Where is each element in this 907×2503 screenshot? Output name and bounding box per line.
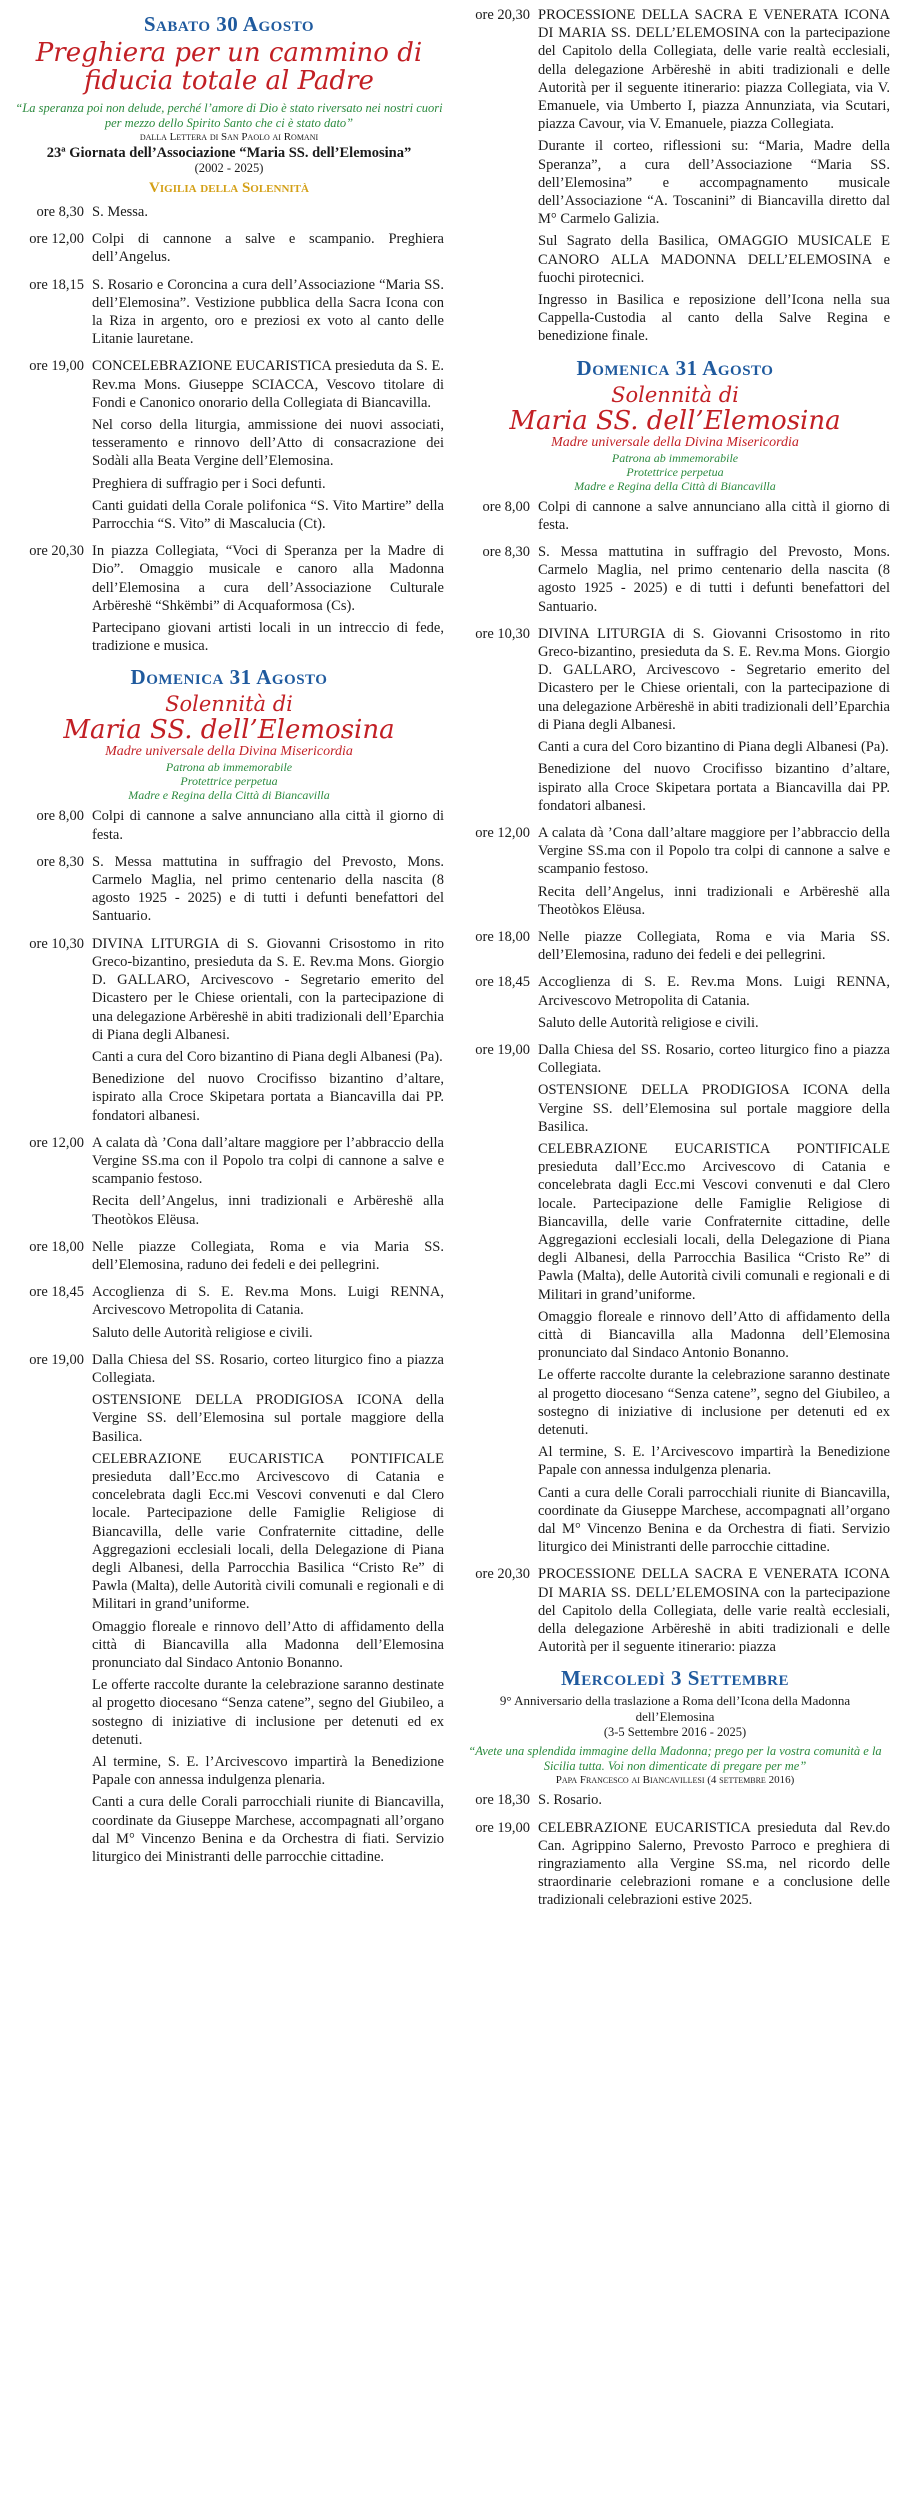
event-time: ore 20,30	[475, 1566, 530, 1583]
event	[460, 543, 890, 620]
event-text: Colpi di cannone a salve annunciano alla città il giorno di festa.	[92, 808, 444, 843]
event	[460, 1819, 890, 1914]
event-time: ore 10,30	[475, 625, 530, 642]
event-text: Benedizione del nuovo Crocifisso bizantino d’altare, ispirato alla Croce Skipetara portata a Biancavilla dai PP. fondatori albanesi.	[538, 761, 890, 814]
event-text: Ingresso in Basilica e reposizione dell’Icona nella sua Cappella-Custodia al canto della Salve Regina e benedizione finale.	[538, 292, 890, 345]
event-text: S. Rosario.	[538, 1792, 603, 1809]
event	[460, 928, 890, 968]
event-text: Preghiera di suffragio per i Soci defunti.	[92, 475, 326, 492]
event-text: Dalla Chiesa del SS. Rosario, corteo liturgico fino a piazza Collegiata.	[92, 1351, 444, 1386]
event-time: ore 8,30	[36, 204, 84, 220]
event-text: Al termine, S. E. l’Arcivescovo impartirà la Benedizione Papale con annessa indulgenza plenaria.	[92, 1754, 444, 1789]
day-heading: Domenica 31 Agosto	[130, 665, 328, 690]
event-text: Canti a cura delle Corali parrocchiali riunite di Biancavilla, coordinate da Giuseppe Marchese, accompagnati all’organo dal M° Vincenzo Benina e da Orchestra di fiati. Servizio liturgico dei Ministranti delle parrocchie cittadine.	[92, 1794, 444, 1866]
event-time: ore 18,45	[29, 1284, 84, 1301]
event	[460, 824, 890, 923]
event	[14, 853, 444, 930]
day-heading: Mercoledì 3 Settembre	[560, 1666, 790, 1691]
event	[14, 203, 444, 225]
event-time: ore 19,00	[29, 1351, 84, 1368]
quote: “La speranza poi non delude, perché l’amore di Dio è stato riversato nei nostri cuori per mezzo dello Spirito Santo che ci è stato dato”	[15, 101, 443, 130]
event	[14, 230, 444, 270]
event-text: OSTENSIONE DELLA PRODIGIOSA ICONA della Vergine SS. dell’Elemosina sul portale maggiore della Basilica.	[92, 1392, 444, 1445]
event	[14, 1134, 444, 1233]
quote-source: dalla Lettera di San Paolo ai Romani	[139, 131, 319, 143]
event-text: S. Messa mattutina in suffragio del Prevosto, Mons. Carmelo Maglia, nel primo centenario della nascita (8 agosto 1925 - 2025) e di tutti i defunti benefattori del Santuario.	[538, 544, 890, 615]
event-text: Al termine, S. E. l’Arcivescovo impartirà la Benedizione Papale con annessa indulgenza plenaria.	[538, 1444, 890, 1479]
event-time: ore 8,00	[482, 498, 530, 515]
event	[14, 1283, 444, 1346]
event-text: CONCELEBRAZIONE EUCARISTICA presieduta da S. E. Rev.ma Mons. Giuseppe SCIACCA, Vescovo titolare di Fondi e Canonico onorario della Collegiata di Biancavilla.	[92, 358, 444, 411]
event-text: CELEBRAZIONE EUCARISTICA PONTIFICALE presieduta dall’Ecc.mo Arcivescovo di Catania e concelebrata dagli Ecc.mi Vescovi convenuti e dal Clero locale. Partecipazione delle Famiglie Religiose di Biancavilla, delle varie Confraternite cittadine, delle Aggregazioni ecclesiali locali, della Delegazione di Piana degli Albanesi, della Parrocchia Basilica “Cristo Re” di Pawla (Malta), delle Autorità civili comunali e regionali e di Militari in grand’uniforme.	[92, 1450, 444, 1613]
patrona-line: Patrona ab immemorabile	[611, 450, 739, 465]
event-text: DIVINA LITURGIA di S. Giovanni Crisostomo in rito Greco-bizantino, presieduta da S. E. Rev.ma Mons. Giorgio D. GALLARO, Arcivescovo - Segretario emerito del Dicastero per le Chiese orientali, con la partecipazione di una delegazione Arbëreshë in abiti tradizionali dell’Eparchia di Piana degli Albanesi.	[92, 935, 444, 1043]
anniversary-line: 9° Anniversario della traslazione a Roma dell’Icona della Madonna dell’Elemosina	[499, 1693, 851, 1725]
event	[14, 1351, 444, 1870]
event-time: ore 8,00	[36, 808, 84, 825]
event-text: Accoglienza di S. E. Rev.ma Mons. Luigi RENNA, Arcivescovo Metropolita di Catania.	[538, 974, 890, 1009]
event	[460, 1041, 890, 1560]
event-text: Accoglienza di S. E. Rev.ma Mons. Luigi RENNA, Arcivescovo Metropolita di Catania.	[92, 1284, 444, 1319]
event-text: DIVINA LITURGIA di S. Giovanni Crisostomo in rito Greco-bizantino, presieduta da S. E. Rev.ma Mons. Giorgio D. GALLARO, Arcivescovo - Segretario emerito del Dicastero per le Chiese orientali, con la partecipazione di una delegazione Arbëreshë in abiti tradizionali dell’Eparchia di Piana degli Albanesi.	[538, 625, 890, 733]
event-text: A calata dà ’Cona dall’altare maggiore per l’abbraccio della Vergine SS.ma con il Popolo tra colpi di cannone a salve e scampanio festoso.	[92, 1134, 444, 1188]
patrona-line: Protettrice perpetua	[180, 774, 278, 789]
event-text: Sul Sagrato della Basilica, OMAGGIO MUSICALE E CANORO ALLA MADONNA DELL’ELEMOSINA e fuochi pirotecnici.	[538, 233, 890, 286]
years: (2002 - 2025)	[194, 161, 264, 175]
event-text: Nel corso della liturgia, ammissione dei nuovi associati, tesseramento e rinnovo dell’Atto di consacrazione dei Sodàli alla Beata Vergine dell’Elemosina.	[92, 417, 444, 470]
event-time: ore 18,30	[475, 1792, 530, 1809]
event-text: Le offerte raccolte durante la celebrazione saranno destinate al progetto diocesano “Senza catene”, segno del Giubileo, a sostegno di iniziative di inclusione per detenuti ed ex detenuti.	[92, 1677, 444, 1748]
event-text: S. Messa.	[92, 204, 148, 220]
quote: “Avete una splendida immagine della Madonna; prego per la vostra comunità e la Sicilia tutta. Voi non dimenticate di pregare per me”	[468, 1744, 882, 1774]
event-text: Canti guidati della Corale polifonica “S. Vito Martire” della Parrocchia “S. Vito” di Mascalucia (Ct).	[92, 497, 444, 533]
right-column	[460, 6, 890, 1914]
event-text: Canti a cura del Coro bizantino di Piana degli Albanesi (Pa).	[92, 1048, 443, 1065]
script-title: Maria SS. dell’Elemosina	[509, 405, 841, 436]
event-text: OSTENSIONE DELLA PRODIGIOSA ICONA della Vergine SS. dell’Elemosina sul portale maggiore della Basilica.	[538, 1082, 890, 1135]
event	[14, 1238, 444, 1278]
event	[14, 807, 444, 847]
event-time: ore 18,45	[475, 974, 530, 991]
event-time: ore 20,30	[29, 543, 84, 560]
event-text: Canti a cura delle Corali parrocchiali riunite di Biancavilla, coordinate da Giuseppe Marchese, accompagnati all’organo dal M° Vincenzo Benina e da Orchestra di fiati. Servizio liturgico dei Ministranti delle parrocchie cittadine.	[538, 1484, 890, 1556]
event-text: Omaggio floreale e rinnovo dell’Atto di affidamento della città di Biancavilla alla Madonna dell’Elemosina pronunciato dal Sindaco Antonio Bonanno.	[92, 1618, 444, 1671]
event-text: In piazza Collegiata, “Voci di Speranza per la Madre di Dio”. Omaggio musicale e canoro alla Madonna dell’Elemosina a cura dell’Associazione Culturale Arbëreshë “Shkëmbi” di Acquaformosa (Cs).	[92, 543, 444, 614]
event	[14, 357, 444, 537]
event-time: ore 19,00	[475, 1041, 530, 1058]
event-time: ore 18,15	[29, 276, 84, 293]
event	[14, 542, 444, 659]
event-text: CELEBRAZIONE EUCARISTICA presieduta dal Rev.do Can. Agrippino Salerno, Prevosto Parroco e preghiera di ringraziamento alla Vergine SS.ma, nel ricordo delle straordinarie celebrazioni romane e a conclusione delle tradizionali celebrazioni estive 2025.	[538, 1819, 890, 1909]
event-time: ore 19,00	[29, 358, 84, 375]
event-time: ore 8,30	[482, 544, 530, 561]
event-text: Benedizione del nuovo Crocifisso bizantino d’altare, ispirato alla Croce Skipetara portata a Biancavilla dai PP. fondatori albanesi.	[92, 1071, 444, 1124]
script-subtitle: Solennità di	[165, 692, 293, 717]
event-text: Recita dell’Angelus, inni tradizionali e Arbëreshë alla Theotòkos Elëusa.	[92, 1193, 444, 1228]
event-text: Colpi di cannone a salve e scampanio. Preghiera dell’Angelus.	[92, 231, 444, 266]
event-time: ore 18,00	[475, 928, 530, 945]
script-title: Maria SS. dell’Elemosina	[63, 715, 395, 746]
event-time: ore 12,00	[475, 824, 530, 841]
patrona-line: Protettrice perpetua	[626, 464, 724, 479]
event-text: Saluto delle Autorità religiose e civili.	[538, 1014, 759, 1031]
event-text: A calata dà ’Cona dall’altare maggiore per l’abbraccio della Vergine SS.ma con il Popolo tra colpi di cannone a salve e scampanio festoso.	[538, 824, 890, 878]
event-text: CELEBRAZIONE EUCARISTICA PONTIFICALE presieduta dall’Ecc.mo Arcivescovo di Catania e concelebrata dagli Ecc.mi Vescovi convenuti e dal Clero locale. Partecipazione delle Famiglie Religiose di Biancavilla, delle varie Confraternite cittadine, delle Aggregazioni ecclesiali locali, della Delegazione di Piana degli Albanesi, della Parrocchia Basilica “Cristo Re” di Pawla (Malta), delle Autorità civili comunali e regionali e di Militari in grand’uniforme.	[538, 1140, 890, 1303]
event	[14, 276, 444, 353]
event	[460, 625, 890, 819]
event-text: PROCESSIONE DELLA SACRA E VENERATA ICONA DI MARIA SS. DELL’ELEMOSINA con la partecipazione del Capitolo della Collegiata, delle varie realtà ecclesiali, della delegazione Arbëreshë in abiti tradizionali e delle Autorità per il seguente itinerario: piazza Collegiata, via V. Emanuele, via Umberto I, piazza Annunziata, via Scutari, piazza Cavour, via V. Emanuele, piazza Collegiata.	[538, 7, 890, 133]
event	[460, 973, 890, 1036]
event	[460, 1565, 890, 1660]
event-text: Recita dell’Angelus, inni tradizionali e Arbëreshë alla Theotòkos Elëusa.	[538, 883, 890, 918]
event-text: S. Rosario e Coroncina a cura dell’Associazione “Maria SS. dell’Elemosina”. Vestizione pubblica della Sacra Icona con la Riza in argento, oro e preziosi ex voto al canto delle Litanie lauretane.	[92, 276, 444, 348]
event-text: Colpi di cannone a salve annunciano alla città il giorno di festa.	[538, 498, 890, 533]
event-text: Omaggio floreale e rinnovo dell’Atto di affidamento della città di Biancavilla alla Madonna dell’Elemosina pronunciato dal Sindaco Antonio Bonanno.	[538, 1308, 890, 1362]
subtitle: Madre universale della Divina Misericordia	[551, 434, 799, 450]
event	[14, 935, 444, 1129]
day-heading: Sabato 30 Agosto	[143, 12, 315, 36]
left-column	[14, 6, 444, 1914]
script-title: Preghiera per un cammino di fiducia totale al Padre	[35, 38, 423, 96]
event-time: ore 12,00	[29, 1134, 84, 1151]
event-text: S. Messa mattutina in suffragio del Prevosto, Mons. Carmelo Maglia, nel primo centenario della nascita (8 agosto 1925 - 2025) e di tutti i defunti benefattori del Santuario.	[92, 853, 444, 925]
event-text: Nelle piazze Collegiata, Roma e via Maria SS. dell’Elemosina, raduno dei fedeli e dei pellegrini.	[92, 1238, 444, 1273]
subtitle: Madre universale della Divina Misericordia	[105, 744, 353, 760]
patrona-line: Patrona ab immemorabile	[165, 760, 293, 775]
script-subtitle: Solennità di	[611, 382, 739, 407]
event-text: Canti a cura del Coro bizantino di Piana degli Albanesi (Pa).	[538, 739, 889, 756]
event-text: Dalla Chiesa del SS. Rosario, corteo liturgico fino a piazza Collegiata.	[538, 1041, 890, 1077]
event-text: Saluto delle Autorità religiose e civili.	[92, 1324, 313, 1341]
event-time: ore 18,00	[29, 1238, 84, 1255]
patrona-line: Madre e Regina della Città di Biancavilla	[574, 478, 776, 493]
event-text: Durante il corteo, riflessioni su: “Maria, Madre della Speranza”, a cura dell’Associazione “Maria SS. dell’Elemosina” e accompagnamento musicale dell’Associazione “A. Toscanini” di Biancavilla diretto dal M° Carmelo Galizia.	[538, 138, 890, 228]
event	[460, 6, 890, 350]
event-time: ore 12,00	[29, 231, 84, 248]
event	[460, 1791, 890, 1813]
event-time: ore 8,30	[36, 853, 84, 870]
years: (3-5 Settembre 2016 - 2025)	[603, 1725, 747, 1740]
event-time: ore 19,00	[475, 1819, 530, 1836]
event	[460, 498, 890, 538]
patrona-line: Madre e Regina della Città di Biancavilla	[128, 788, 330, 803]
event-text: PROCESSIONE DELLA SACRA E VENERATA ICONA DI MARIA SS. DELL’ELEMOSINA con la partecipazione del Capitolo della Collegiata, delle varie realtà ecclesiali, della delegazione Arbëreshë in abiti tradizionali e delle Autorità per il seguente itinerario: piazza	[538, 1566, 890, 1656]
event-text: Partecipano giovani artisti locali in un intreccio di fede, tradizione e musica.	[92, 620, 444, 655]
quote-source: Papa Francesco ai Biancavillesi (4 settembre 2016)	[555, 1774, 795, 1787]
event-text: Le offerte raccolte durante la celebrazione saranno destinate al progetto diocesano “Senza catene”, segno del Giubileo, a sostegno di iniziative di inclusione per detenuti ed ex detenuti.	[538, 1367, 890, 1438]
event-time: ore 20,30	[475, 7, 530, 23]
giornata: 23ª Giornata dell’Associazione “Maria SS. dell’Elemosina”	[46, 145, 412, 161]
event-time: ore 10,30	[29, 935, 84, 952]
event-text: Nelle piazze Collegiata, Roma e via Maria SS. dell’Elemosina, raduno dei fedeli e dei pellegrini.	[538, 928, 890, 964]
day-heading: Domenica 31 Agosto	[576, 355, 774, 380]
vigilia-heading: Vigilia della Solennità	[149, 180, 309, 196]
